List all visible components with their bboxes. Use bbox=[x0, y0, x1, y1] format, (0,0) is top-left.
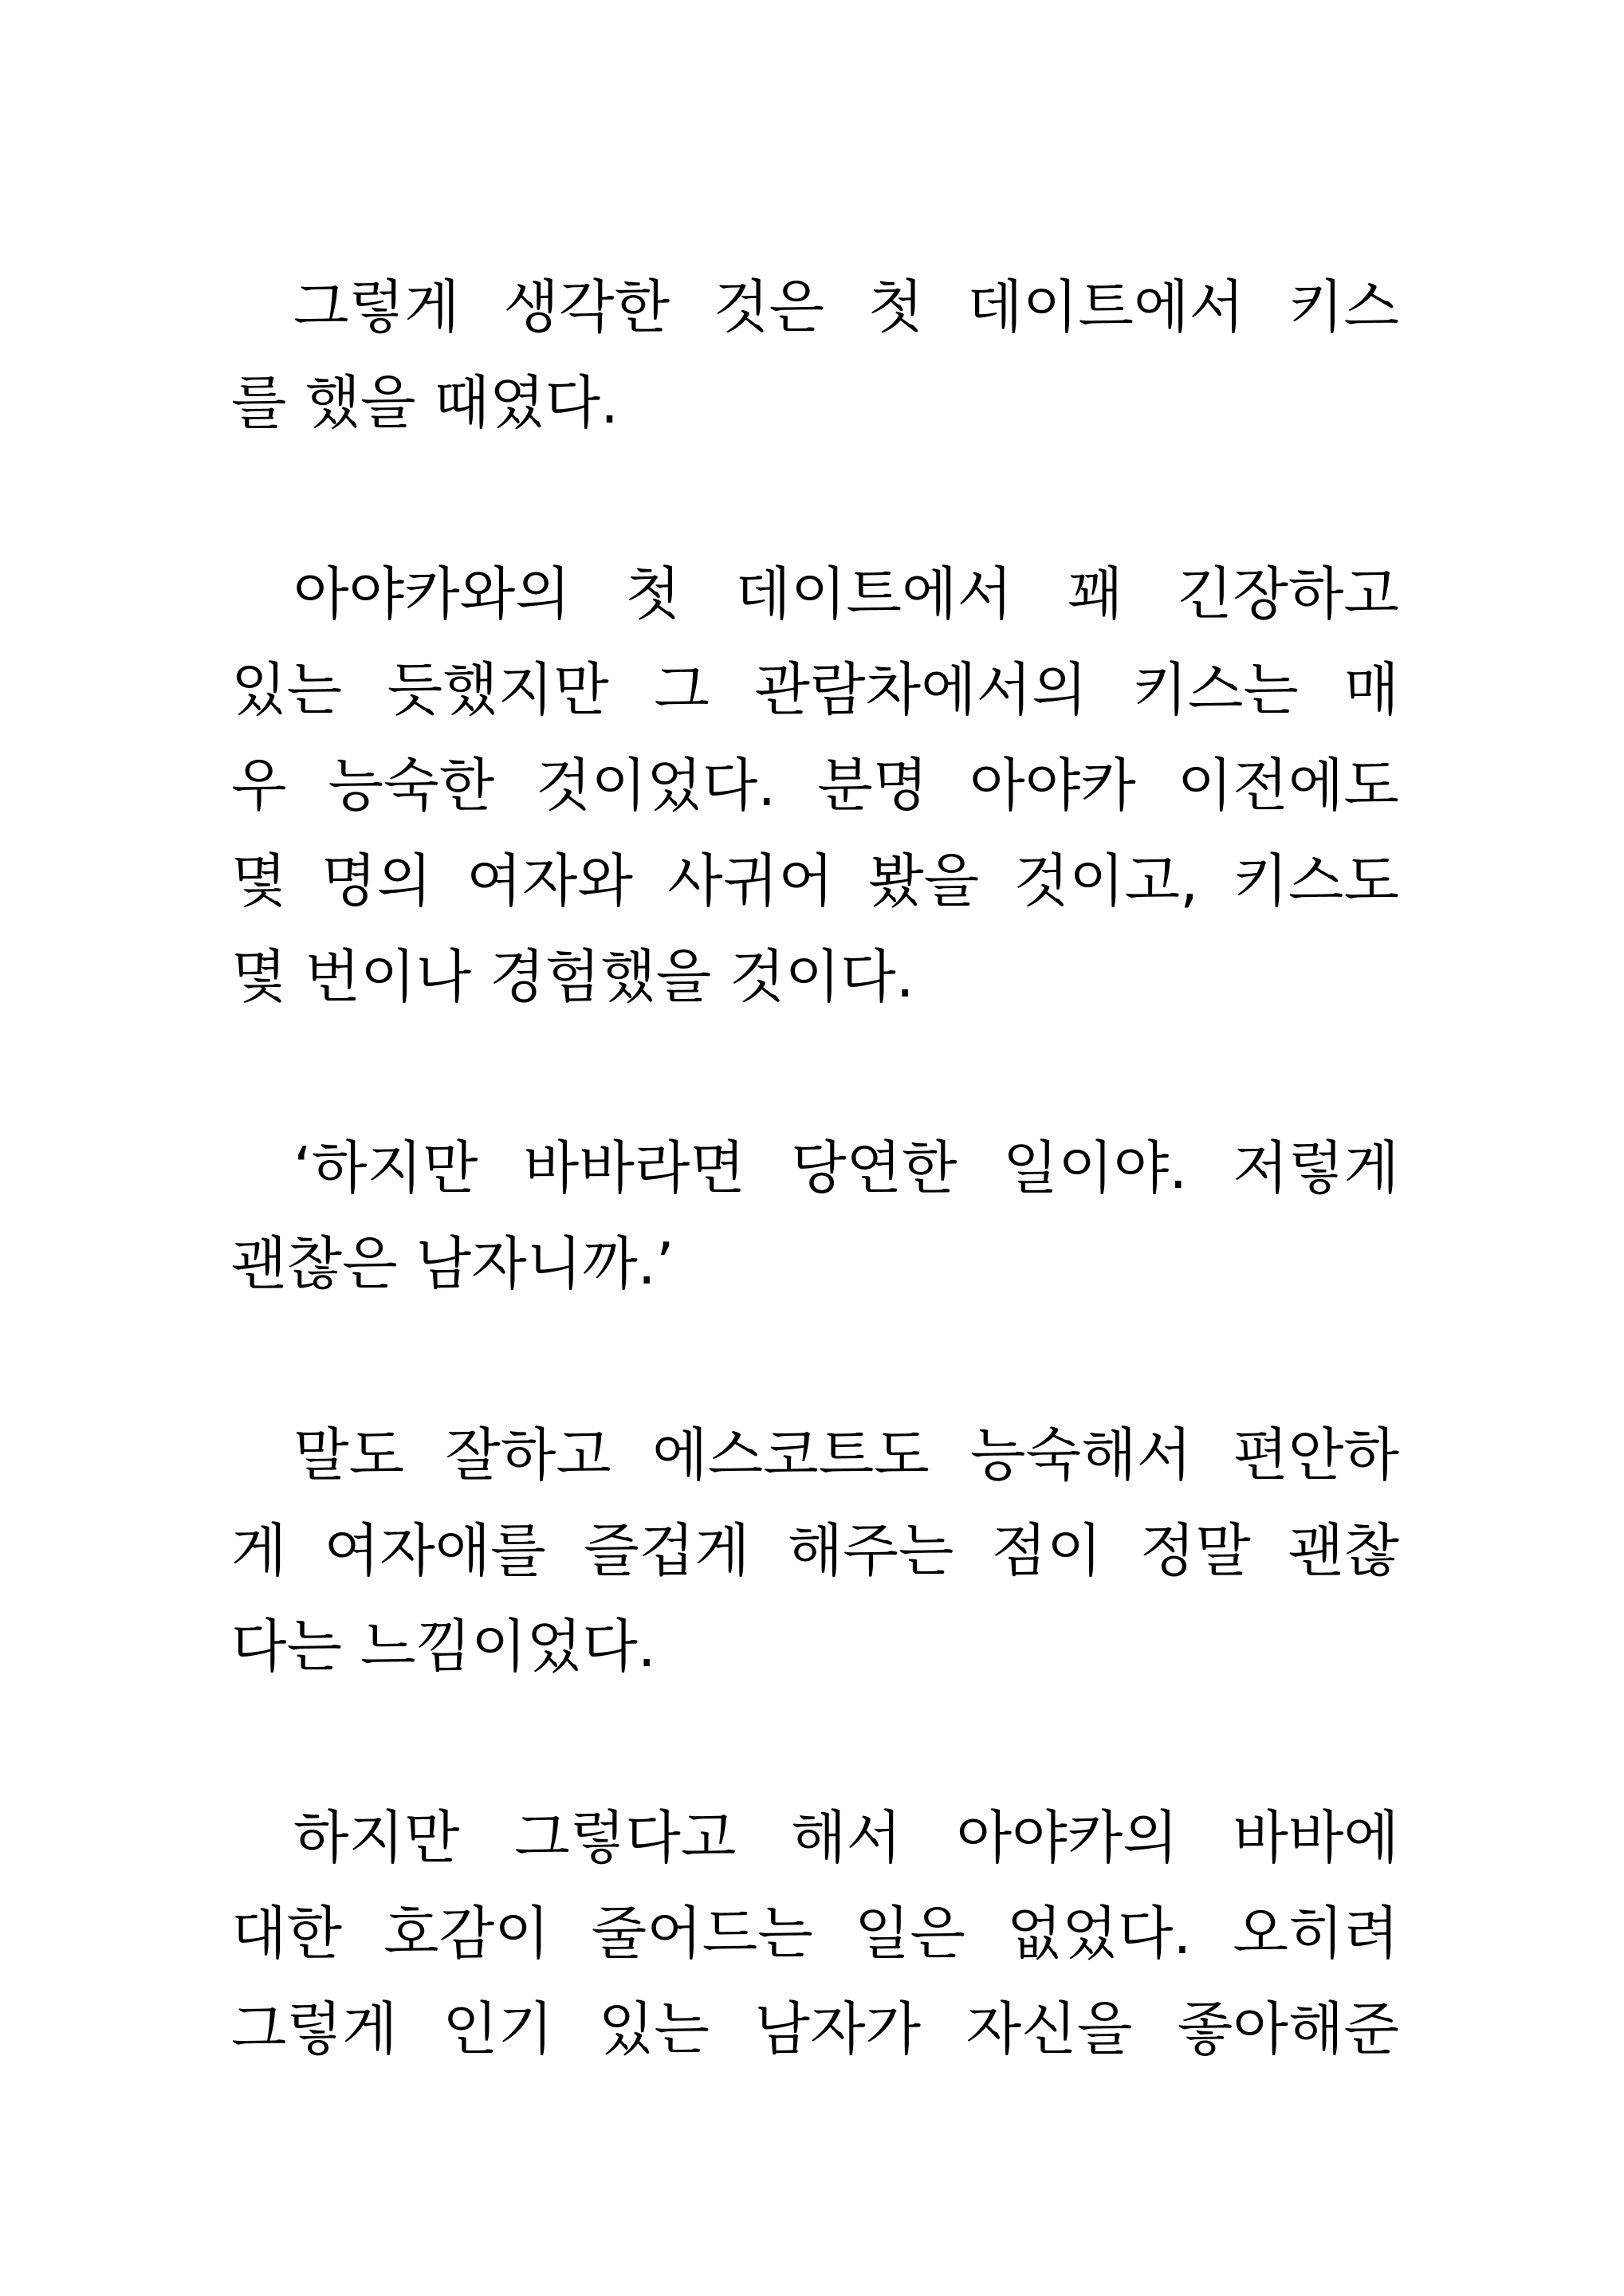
paragraph-2-line-4: 몇 명의 여자와 사귀어 봤을 것이고, 키스도 bbox=[231, 847, 1399, 914]
paragraph-2-line-5: 몇 번이나 경험했을 것이다. bbox=[231, 943, 914, 1010]
paragraph-4-line-1: 말도 잘하고 에스코트도 능숙해서 편안하 bbox=[293, 1421, 1399, 1488]
paragraph-2-line-3: 우 능숙한 것이었다. 분명 아야카 이전에도 bbox=[231, 752, 1399, 819]
paragraph-2-line-1: 아야카와의 첫 데이트에서 꽤 긴장하고 bbox=[293, 560, 1399, 627]
paragraph-4-line-3: 다는 느낌이었다. bbox=[231, 1613, 656, 1680]
paragraph-4-line-2: 게 여자애를 즐겁게 해주는 점이 정말 괜찮 bbox=[231, 1517, 1399, 1584]
paragraph-1-line-1: 그렇게 생각한 것은 첫 데이트에서 키스 bbox=[293, 273, 1399, 340]
paragraph-2-line-2: 있는 듯했지만 그 관람차에서의 키스는 매 bbox=[231, 656, 1399, 723]
paragraph-5-line-1: 하지만 그렇다고 해서 아야카의 바바에 bbox=[293, 1804, 1399, 1871]
paragraph-5-line-2: 대한 호감이 줄어드는 일은 없었다. 오히려 bbox=[231, 1900, 1399, 1967]
paragraph-3-line-2: 괜찮은 남자니까.’ bbox=[231, 1230, 674, 1297]
paragraph-1-line-2: 를 했을 때였다. bbox=[231, 369, 619, 436]
paragraph-5-line-3: 그렇게 인기 있는 남자가 자신을 좋아해준 bbox=[231, 1995, 1399, 2062]
paragraph-3-line-1: ‘하지만 바바라면 당연한 일이야. 저렇게 bbox=[293, 1134, 1399, 1201]
